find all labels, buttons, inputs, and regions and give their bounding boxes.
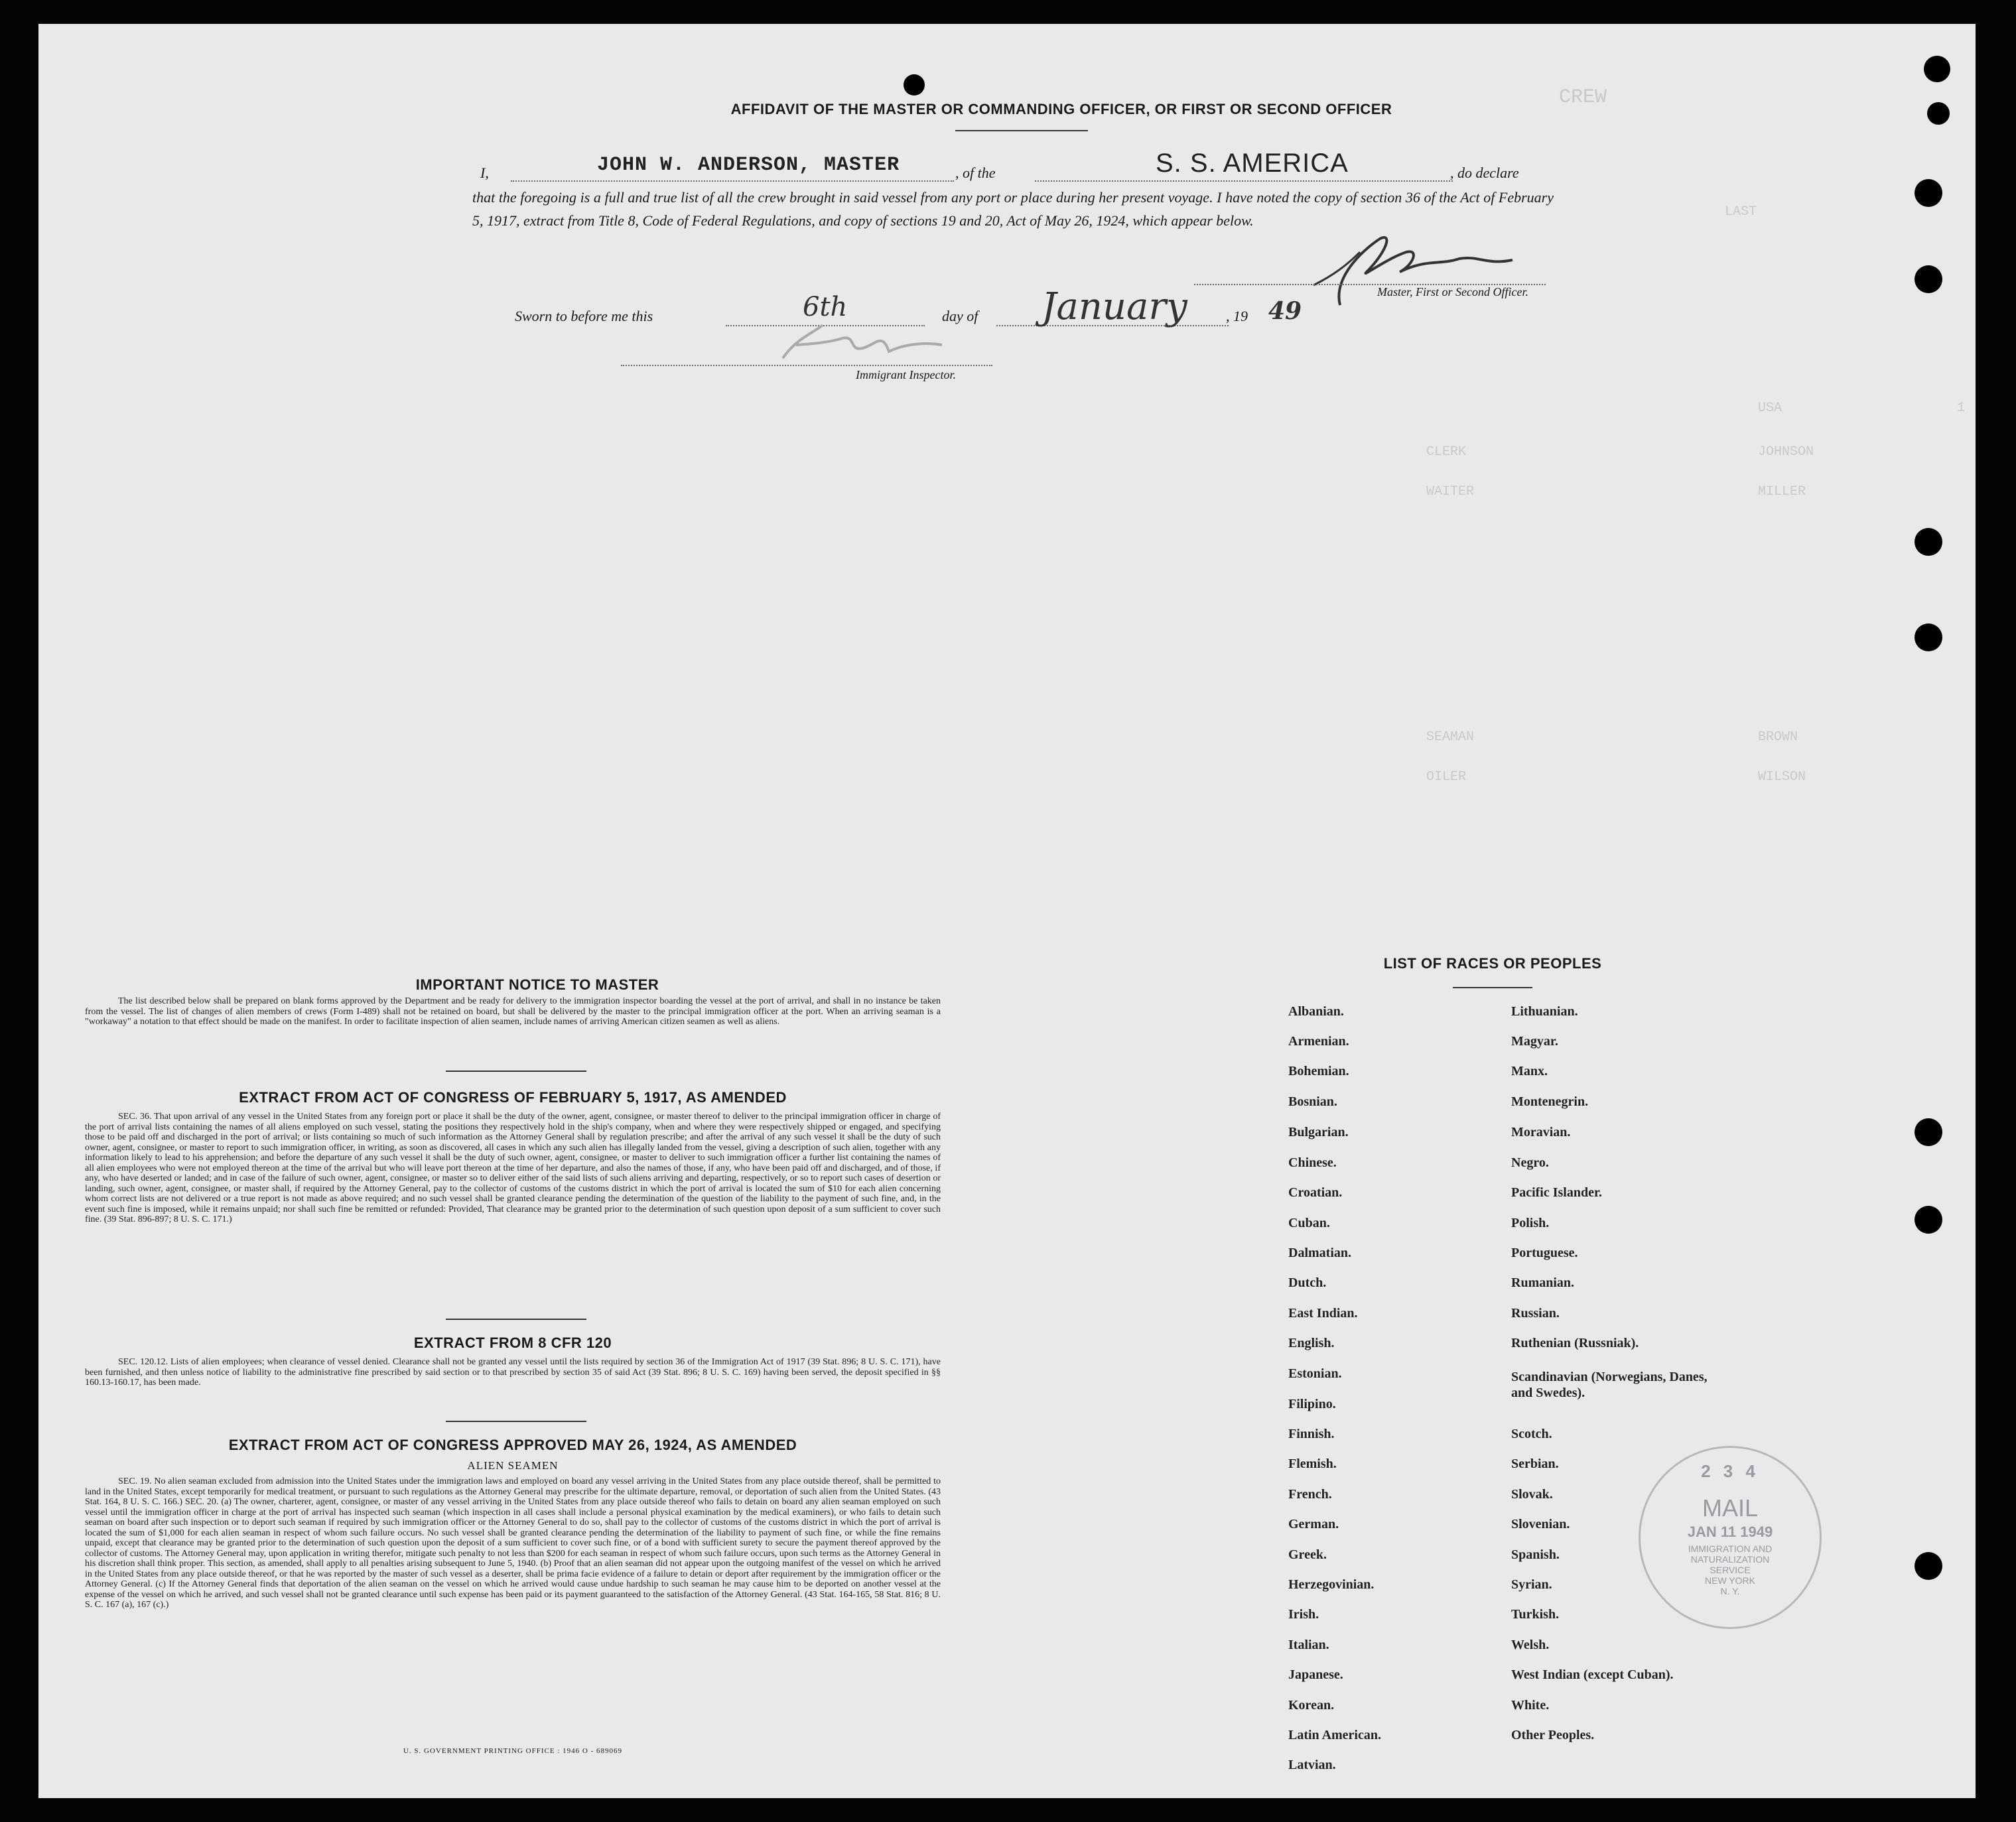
race-item: Scotch. — [1511, 1427, 1552, 1441]
race-item: Bohemian. — [1288, 1064, 1349, 1078]
vessel-name: S. S. AMERICA — [1156, 149, 1349, 178]
punch-hole — [1924, 56, 1950, 82]
master-label: Master, First or Second Officer. — [1377, 285, 1528, 298]
printer-line: U. S. GOVERNMENT PRINTING OFFICE : 1946 O - 689069 — [403, 1747, 622, 1755]
race-item: Finnish. — [1288, 1427, 1335, 1441]
race-item: French. — [1288, 1487, 1332, 1502]
section-rule — [446, 1319, 586, 1320]
bleed-through-text: USA — [1758, 401, 1782, 416]
stamp-line: NATURALIZATION — [1690, 1554, 1770, 1565]
bleed-through-text: CREW — [1559, 86, 1607, 109]
bleed-through-text: SEAMAN — [1426, 730, 1475, 745]
of-the-text: , of the — [955, 164, 996, 181]
race-item: Serbian. — [1511, 1457, 1559, 1471]
race-item: Bulgarian. — [1288, 1125, 1349, 1139]
extract-8cfr-text: SEC. 120.12. Lists of alien employees; when clearance of vessel denied. Clearance shall not be granted any vessel until the lists required by section 36 of the Immigration Act of 1917 (39 Stat. 896; 8 U. S. C. 171), have been furnished, and then unless notice of liability to the administrative fine prescribed by said section or to that prescribed by section 35 of said Act (39 Stat. 896; 8 U. S. C. 169) having been served, the deposit specified in §§ 160.13-160.17, has been made. — [85, 1357, 941, 1388]
extract-1917-text: SEC. 36. That upon arrival of any vessel in the United States from any foreign port or place it shall be the duty of the owner, agent, consignee, or master thereof to deliver to the principal immigration officer in charge of the port of arrival lists containing the names of all aliens employed on such vessel, stating the positions they respectively hold in the ship's company, when and where they were respectively shipped or engaged, and specifying those to be paid off and discharged in the port of arrival; or lists containing so much of such information as the Attorney General shall by regulation prescribe; and after the arrival of any such vessel it shall be the duty of such owner, agent, consignee, or master to report to such immigration officer, in writing, as soon as discovered, all cases in which any such alien has illegally landed from the vessel, giving a description of such alien, together with any information likely to lead to his apprehension; and before the departure of any such vessel it shall be the duty of such owner, agent, consignee, or master to deliver to such immigration officer a further list containing the names of all alien employees who were not employed thereon at the time of the arrival but who will leave port thereon at the time of her departure, and also the names of those, if any, who have been paid off and discharged, and of those, if any, who have deserted or landed; and in case of the failure of such owner, agent, consignee, or master so to deliver either of the said lists of such aliens arriving and departing, respectively, or so to report such cases of desertion or landing, such owner, agent, consignee, or master shall, if required by the Attorney General, pay to the collector of customs of the customs district in which the port of arrival is located the sum of $10 for each alien concerning whom correct lists are not delivered or a true report is not made as above required; and no such vessel shall be granted clearance pending the determination of the question of the liability to the payment of such fine, and, in the event such fine is imposed, while it remains unpaid; nor shall such fine be remitted or refunded: Provided, That clearance may be granted prior to the determination of such question upon deposit of a sum sufficient to cover such fine. (39 Stat. 896-897; 8 U. S. C. 171.) — [85, 1112, 941, 1224]
name-dotted-line — [511, 180, 954, 182]
heading-rule — [955, 130, 1088, 131]
affidavit-i: I, — [480, 164, 489, 181]
stamp-line: N. Y. — [1720, 1586, 1740, 1596]
extract-1917-title: EXTRACT FROM ACT OF CONGRESS OF FEBRUARY 5, 1917, AS AMENDED — [239, 1089, 787, 1106]
do-declare-text: , do declare — [1450, 164, 1519, 181]
bleed-through-text: WILSON — [1758, 769, 1806, 785]
bleed-through-text: LAST — [1725, 204, 1757, 220]
punch-hole — [1915, 528, 1942, 556]
bleed-through-text: CLERK — [1426, 444, 1467, 460]
race-item: Croatian. — [1288, 1185, 1343, 1200]
master-name: JOHN W. ANDERSON, MASTER — [597, 154, 900, 176]
month-value: January — [1042, 285, 1187, 328]
bleed-through-text: OILER — [1426, 769, 1467, 785]
day-of-text: day of — [942, 308, 978, 324]
section-rule — [446, 1071, 586, 1072]
race-item: German. — [1288, 1517, 1339, 1531]
extract-1924-subtitle: ALIEN SEAMEN — [467, 1459, 559, 1472]
inspector-signature-line — [621, 365, 992, 366]
race-item: Russian. — [1511, 1306, 1560, 1321]
race-item: Welsh. — [1511, 1638, 1550, 1652]
race-item: Bosnian. — [1288, 1094, 1337, 1109]
stamp-top-numbers: 2 3 4 — [1701, 1461, 1759, 1481]
notice-text: The list described below shall be prepared on blank forms approved by the Department and be ready for delivery to the immigration inspector boarding the vessel at the port of arrival, and shall in no instance be taken from the vessel. The list of changes of alien members of crews (Form I-489) shall not be retained on board, but shall be delivered by the master to the principal immigration officer at the port. When an arriving seaman is a "workaway" a notation to that effect should be made on the manifest. In order to facilitate inspection of alien seamen, include names of arriving American citizen seamen as well as aliens. — [85, 996, 941, 1027]
race-item: Moravian. — [1511, 1125, 1571, 1139]
punch-hole — [1915, 623, 1942, 651]
notice-title: IMPORTANT NOTICE TO MASTER — [415, 976, 659, 993]
bleed-through-text: MILLER — [1758, 484, 1806, 499]
race-item: Montenegrin. — [1511, 1094, 1589, 1109]
bleed-through-text: BROWN — [1758, 730, 1798, 745]
year-value: 49 — [1268, 297, 1302, 325]
stamp-line: SERVICE — [1710, 1565, 1751, 1575]
affidavit-body: that the foregoing is a full and true list of all the crew brought in said vessel from any port or place during her present voyage. I have noted the copy of section 36 of the Act of February 5, 1917, extract from Title 8, Code of Federal Regulations, and copy of sections 19 and 20, Act of May 26, 1924, which appear below. — [472, 189, 1554, 229]
race-item: West Indian (except Cuban). — [1511, 1667, 1674, 1682]
punch-hole — [1915, 1552, 1942, 1580]
race-item: Chinese. — [1288, 1155, 1337, 1170]
punch-hole — [1915, 179, 1942, 207]
races-title: LIST OF RACES OR PEOPLES — [1383, 955, 1602, 972]
race-item: Polish. — [1511, 1216, 1550, 1230]
race-item: Italian. — [1288, 1638, 1329, 1652]
stamp-line: IMMIGRATION AND — [1688, 1543, 1773, 1554]
race-item: Other Peoples. — [1511, 1728, 1595, 1742]
race-item: Turkish. — [1511, 1607, 1560, 1622]
race-item: Spanish. — [1511, 1547, 1560, 1562]
punch-hole — [1915, 265, 1942, 293]
race-item: Slovenian. — [1511, 1517, 1570, 1531]
race-item: Filipino. — [1288, 1397, 1336, 1411]
punch-hole — [1915, 1206, 1942, 1234]
race-item: Irish. — [1288, 1607, 1319, 1622]
race-item: Cuban. — [1288, 1216, 1330, 1230]
race-item: White. — [1511, 1698, 1550, 1713]
affidavit-heading: AFFIDAVIT OF THE MASTER OR COMMANDING OFFICER, OR FIRST OR SECOND OFFICER — [730, 101, 1392, 117]
race-item: Herzegovinian. — [1288, 1577, 1375, 1592]
race-item: Portuguese. — [1511, 1246, 1578, 1260]
race-item: Lithuanian. — [1511, 1004, 1578, 1019]
punch-hole — [904, 74, 925, 96]
year-prefix: , 19 — [1226, 308, 1248, 324]
bleed-through-text: JOHNSON — [1758, 444, 1814, 460]
extract-1924-text: SEC. 19. No alien seaman excluded from admission into the United States under the immigration laws and employed on board any vessel arriving in the United States from any place outside thereof, shall be permitted to land in the United States, except temporarily for medical treatment, or pursuant to such regulations as the Attorney General may prescribe for the ultimate departure, removal, or deportation of such alien from the United States. (43 Stat. 164, 8 U. S. C. 166.) SEC. 20. (a) The owner, charterer, agent, consignee, or master of any vessel arriving in the United States from any place outside thereof who fails to detain on board any alien seaman employed on such vessel until the immigration officer in charge at the port of arrival has inspected such seaman (which inspection in all cases shall include a personal physical examination by the medical examiners), or who fails to detain such seaman on board after such inspection or to deport such seaman if required by such immigration officer or the Attorney General to do so, shall pay to the collector of customs of the customs district in which the port of arrival is located the sum of $1,000 for each alien seaman in respect of whom such failure occurs. No such vessel shall be granted clearance pending the determination of the liability to payment of such fine, or while the fine remains unpaid, except that clearance may be granted prior to the determination of such question upon the deposit of a sum sufficient to cover such fine, or of a bond with sufficient surety to secure the payment thereof approved by the collector of customs. The Attorney General may, upon application in writing therefor, mitigate such penalty to not less than $200 for each seaman in respect of whom such failure occurs, upon such terms as the Attorney General in his discretion shall think proper. This section, as amended, shall apply to all penalties arising subsequent to June 5, 1940. (b) Proof that an alien seaman did not appear upon the outgoing manifest of the vessel on which he arrived in the United States from any place outside thereof, or that he was reported by the master of such vessel as a deserter, shall be prima facie evidence of a failure to detain or deport after requirement by the immigration officer or the Attorney General. (c) If the Attorney General finds that deportation of the alien seaman on the vessel on which he arrived would cause undue hardship to such seaman he may cause him to be deported on another vessel at the expense of the vessel on which he arrived, and such vessel shall not be granted clearance until such expense has been paid or its payment guaranteed to the satisfaction of the Attorney General. (43 Stat. 164-165, 58 Stat. 816; 8 U. S. C. 167 (a), 167 (c).) — [85, 1476, 941, 1610]
race-item: English. — [1288, 1336, 1335, 1350]
race-item: Negro. — [1511, 1155, 1549, 1170]
races-rule — [1453, 987, 1532, 988]
stamp-line: NEW YORK — [1705, 1575, 1755, 1586]
section-rule — [446, 1421, 586, 1422]
race-item: Estonian. — [1288, 1366, 1342, 1381]
race-item: Albanian. — [1288, 1004, 1344, 1019]
vessel-dotted-line — [1035, 180, 1453, 182]
punch-hole — [1927, 102, 1950, 125]
race-item: Greek. — [1288, 1547, 1327, 1562]
race-item: Dutch. — [1288, 1275, 1327, 1290]
race-item: Latin American. — [1288, 1728, 1381, 1742]
extract-8cfr-title: EXTRACT FROM 8 CFR 120 — [413, 1334, 612, 1351]
race-item: Dalmatian. — [1288, 1246, 1351, 1260]
inspector-signature — [770, 318, 988, 371]
race-item: Pacific Islander. — [1511, 1185, 1603, 1200]
race-item: Slovak. — [1511, 1487, 1553, 1502]
bleed-through-text: 1 — [1957, 401, 1966, 416]
stamp-word: MAIL — [1702, 1494, 1759, 1522]
race-item: Korean. — [1288, 1698, 1335, 1713]
mail-stamp — [1639, 1446, 1822, 1629]
race-item: Latvian. — [1288, 1758, 1336, 1772]
stamp-date: JAN 11 1949 — [1687, 1524, 1773, 1540]
race-item: Scandinavian (Norwegians, Danes, and Swedes). — [1511, 1370, 1708, 1400]
bleed-through-text: WAITER — [1426, 484, 1475, 499]
inspector-label: Immigrant Inspector. — [856, 368, 956, 381]
race-item: Armenian. — [1288, 1034, 1349, 1049]
race-item: Syrian. — [1511, 1577, 1552, 1592]
punch-hole — [1915, 1118, 1942, 1146]
day-value: 6th — [803, 292, 848, 322]
race-item: East Indian. — [1288, 1306, 1358, 1321]
race-item: Manx. — [1511, 1064, 1548, 1078]
race-item: Ruthenian (Russniak). — [1511, 1336, 1639, 1350]
race-item: Rumanian. — [1511, 1275, 1575, 1290]
race-item: Flemish. — [1288, 1457, 1337, 1471]
race-item: Japanese. — [1288, 1667, 1343, 1682]
race-item: Magyar. — [1511, 1034, 1558, 1049]
sworn-text: Sworn to before me this — [515, 308, 653, 324]
extract-1924-title: EXTRACT FROM ACT OF CONGRESS APPROVED MAY 26, 1924, AS AMENDED — [228, 1437, 797, 1453]
